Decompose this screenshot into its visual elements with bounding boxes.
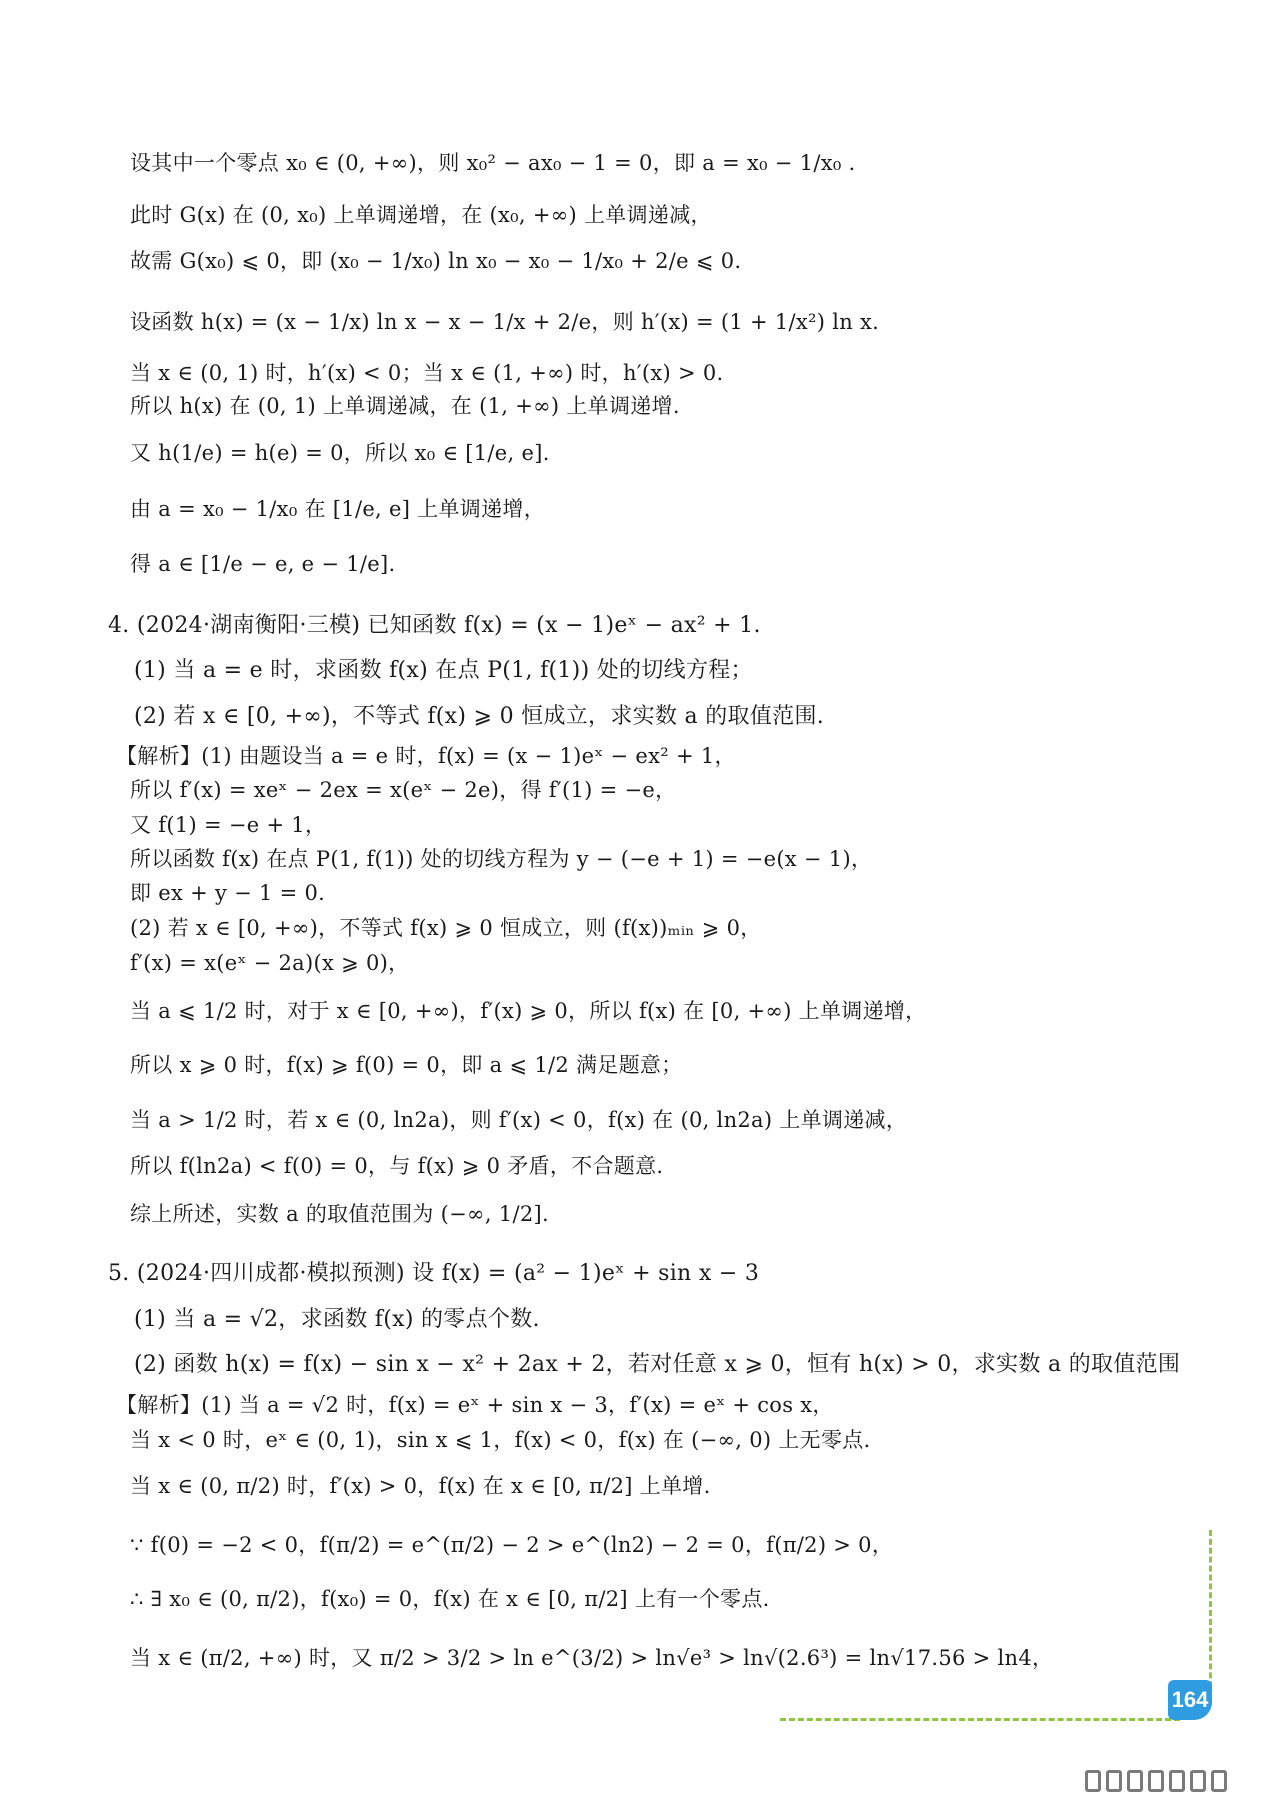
decorative-dashed-border-vertical bbox=[1209, 1530, 1212, 1705]
page-number-badge: 164 bbox=[1168, 1680, 1212, 1720]
text-line-5: 当 x ∈ (0, 1) 时，h′(x) < 0；当 x ∈ (1, +∞) 时，h′(x) > 0. bbox=[130, 361, 724, 385]
solution-5-line-3: 当 x ∈ (0, π/2) 时，f′(x) > 0，f(x) 在 x ∈ [0, π/2] 上单增. bbox=[130, 1474, 711, 1498]
solution-4-line-4: 所以函数 f(x) 在点 P(1, f(1)) 处的切线方程为 y − (−e + 1) = −e(x − 1)， bbox=[130, 847, 873, 871]
question-5-title: 5. (2024·四川成都·模拟预测) 设 f(x) = (a² − 1)eˣ + sin x − 3 bbox=[108, 1261, 760, 1286]
solution-4-line-2: 所以 f′(x) = xeˣ − 2ex = x(eˣ − 2e)，得 f′(1) = −e， bbox=[130, 778, 677, 802]
question-4-part-1: (1) 当 a = e 时，求函数 f(x) 在点 P(1, f(1)) 处的切线方程； bbox=[134, 658, 753, 683]
text-line-6: 所以 h(x) 在 (0, 1) 上单调递减，在 (1, +∞) 上单调递增. bbox=[130, 394, 680, 418]
text-line-9: 得 a ∈ [1/e − e, e − 1/e]. bbox=[130, 552, 396, 576]
question-5-part-1: (1) 当 a = √2，求函数 f(x) 的零点个数. bbox=[134, 1307, 540, 1332]
text-line-2: 此时 G(x) 在 (0, x₀) 上单调递增，在 (x₀, +∞) 上单调递减， bbox=[130, 203, 712, 227]
question-5-part-2: (2) 函数 h(x) = f(x) − sin x − x² + 2ax + 2，若对任意 x ⩾ 0，恒有 h(x) > 0，求实数 a 的取值范围 bbox=[134, 1352, 1181, 1377]
text-line-8: 由 a = x₀ − 1/x₀ 在 [1/e, e] 上单调递增， bbox=[130, 497, 545, 521]
solution-4-line-5: 即 ex + y − 1 = 0. bbox=[130, 881, 326, 905]
solution-4-line-9: 所以 x ⩾ 0 时，f(x) ⩾ f(0) = 0，即 a ⩽ 1/2 满足题意； bbox=[130, 1053, 683, 1077]
solution-5-line-5: ∴ ∃ x₀ ∈ (0, π/2)，f(x₀) = 0，f(x) 在 x ∈ [0, π/2] 上有一个零点. bbox=[130, 1587, 770, 1611]
solution-4-line-6: (2) 若 x ∈ [0, +∞)，不等式 f(x) ⩾ 0 恒成立，则 (f(x))ₘᵢₙ ⩾ 0， bbox=[130, 916, 762, 940]
solution-4-line-11: 所以 f(ln2a) < f(0) = 0，与 f(x) ⩾ 0 矛盾，不合题意. bbox=[130, 1154, 664, 1178]
decorative-dashed-border-horizontal bbox=[780, 1718, 1180, 1721]
solution-4-line-3: 又 f(1) = −e + 1， bbox=[130, 813, 327, 837]
solution-4-line-8: 当 a ⩽ 1/2 时，对于 x ∈ [0, +∞)，f′(x) ⩾ 0，所以 f(x) 在 [0, +∞) 上单调递增， bbox=[130, 999, 927, 1023]
question-4-part-2: (2) 若 x ∈ [0, +∞)，不等式 f(x) ⩾ 0 恒成立，求实数 a 的取值范围. bbox=[134, 704, 825, 729]
solution-5-line-6: 当 x ∈ (π/2, +∞) 时，又 π/2 > 3/2 > ln e^(3/2) > ln√e³ > ln√(2.6³) = ln√17.56 > ln4， bbox=[130, 1646, 1054, 1670]
text-line-7: 又 h(1/e) = h(e) = 0，所以 x₀ ∈ [1/e, e]. bbox=[130, 441, 550, 465]
solution-4-line-1: 【解析】(1) 由题设当 a = e 时，f(x) = (x − 1)eˣ − ex² + 1， bbox=[116, 744, 736, 768]
solution-5-line-4: ∵ f(0) = −2 < 0，f(π/2) = e^(π/2) − 2 > e^(ln2) − 2 = 0，f(π/2) > 0， bbox=[130, 1533, 894, 1557]
solution-4-line-10: 当 a > 1/2 时，若 x ∈ (0, ln2a)，则 f′(x) < 0，f(x) 在 (0, ln2a) 上单调递减， bbox=[130, 1108, 908, 1132]
watermark-logo-icon bbox=[1085, 1770, 1255, 1798]
solution-4-line-7: f′(x) = x(eˣ − 2a)(x ⩾ 0)， bbox=[130, 951, 410, 975]
text-line-1: 设其中一个零点 x₀ ∈ (0, +∞)，则 x₀² − ax₀ − 1 = 0，即 a = x₀ − 1/x₀ . bbox=[130, 151, 856, 175]
solution-5-line-1: 【解析】(1) 当 a = √2 时，f(x) = eˣ + sin x − 3，f′(x) = eˣ + cos x， bbox=[116, 1393, 834, 1417]
solution-4-line-12: 综上所述，实数 a 的取值范围为 (−∞, 1/2]. bbox=[130, 1202, 549, 1226]
text-line-4: 设函数 h(x) = (x − 1/x) ln x − x − 1/x + 2/e，则 h′(x) = (1 + 1/x²) ln x. bbox=[130, 310, 880, 334]
text-line-3: 故需 G(x₀) ⩽ 0，即 (x₀ − 1/x₀) ln x₀ − x₀ − 1/x₀ + 2/e ⩽ 0. bbox=[130, 249, 742, 273]
question-4-title: 4. (2024·湖南衡阳·三模) 已知函数 f(x) = (x − 1)eˣ − ax² + 1. bbox=[108, 613, 761, 638]
solution-5-line-2: 当 x < 0 时，eˣ ∈ (0, 1)，sin x ⩽ 1，f(x) < 0，f(x) 在 (−∞, 0) 上无零点. bbox=[130, 1428, 871, 1452]
